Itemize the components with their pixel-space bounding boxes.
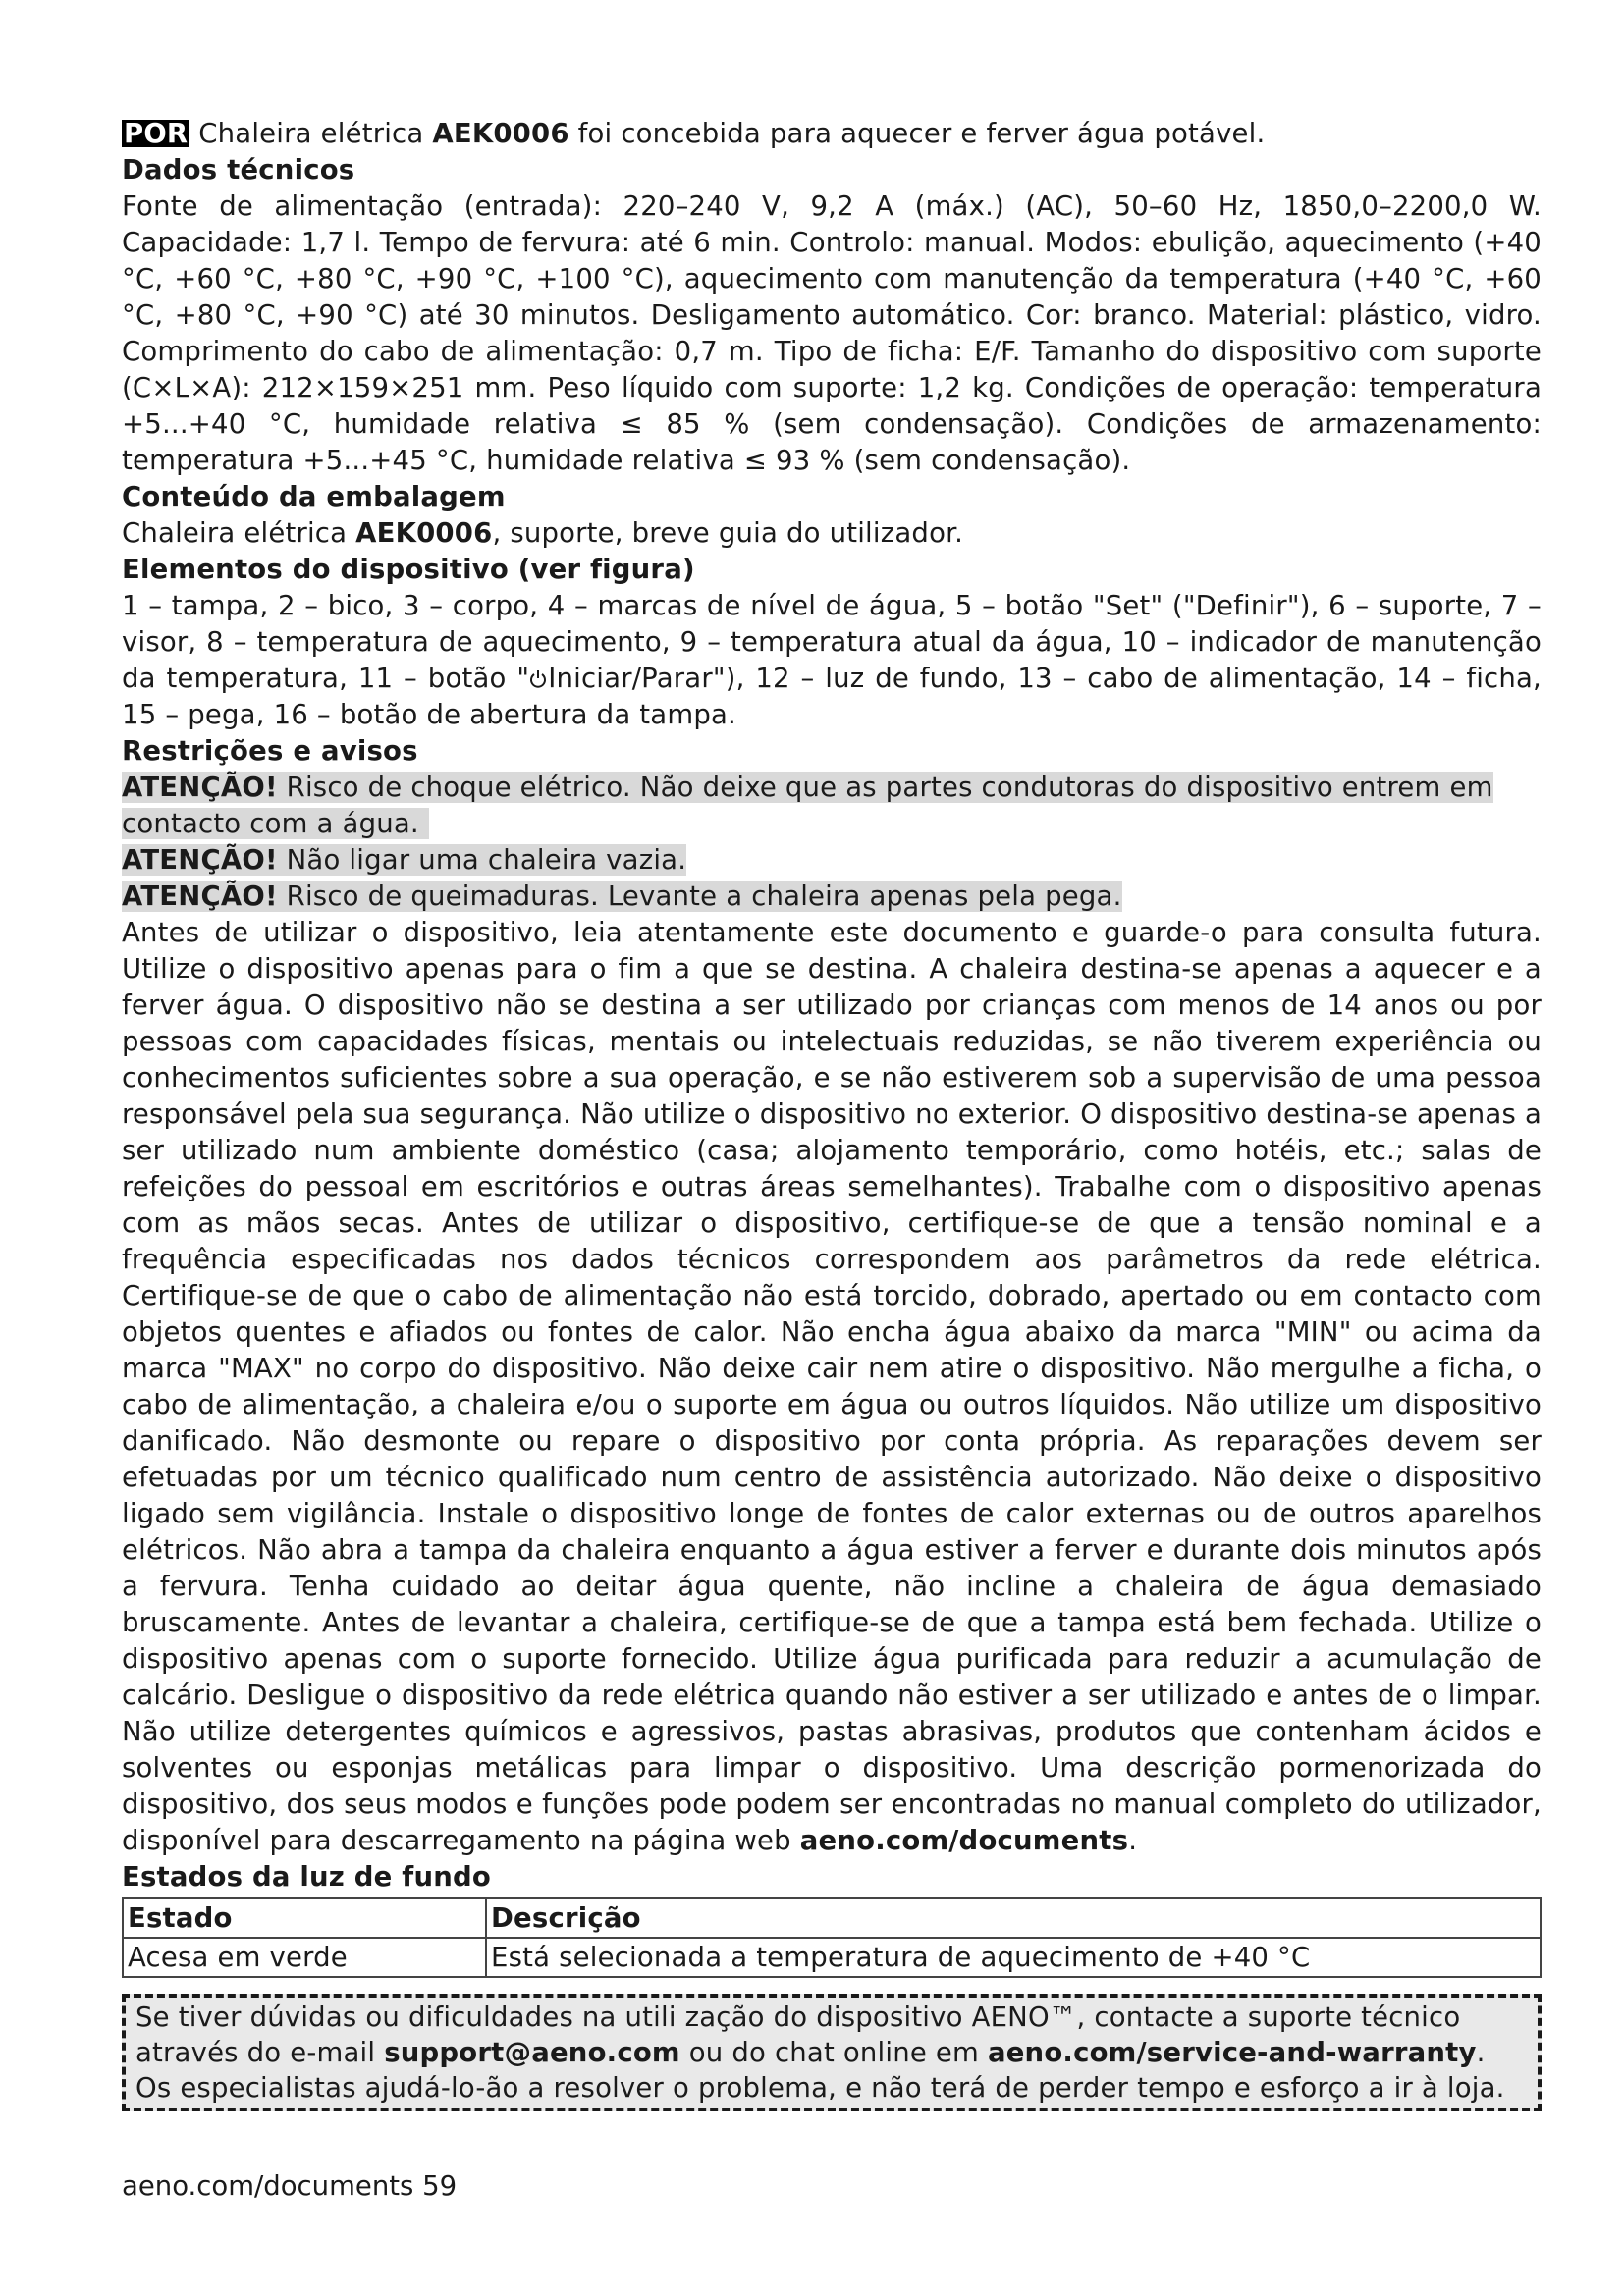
table-header-row: [123, 1898, 1541, 1938]
column-header: Descrição: [486, 1898, 1541, 1938]
documents-link[interactable]: aeno.com/documents: [799, 1825, 1129, 1856]
tech-heading: Dados técnicos: [122, 154, 355, 186]
warning-item: ATENÇÃO! Risco de queimaduras. Levante a chaleira apenas pela pega.: [122, 881, 1122, 912]
column-header: Estado: [123, 1898, 486, 1938]
package-contents: Chaleira elétrica AEK0006, suporte, breve guia do utilizador.: [122, 517, 964, 549]
page-footer: aeno.com/documents 59: [122, 2170, 458, 2202]
backlight-heading: Estados da luz de fundo: [122, 1861, 491, 1893]
elements-list: 1 – tampa, 2 – bico, 3 – corpo, 4 – marcas de nível de água, 5 – botão "Set" ("Definir"), 6 – suporte, 7 – visor, 8 – temperatura de aquecimento, 9 – temperatura atual da água, 10 – indicador de manutenção da temperatura, 11 – botão " Iniciar/Parar"), 12 – luz de fundo, 13 – cabo de alimentação, 14 – ficha, 15 – pega, 16 – botão de abertura da tampa.: [122, 590, 1542, 730]
elements-heading: Elementos do dispositivo (ver figura): [122, 554, 695, 585]
description-cell: Está selecionada a temperatura de aquecimento de +40 °C: [486, 1938, 1541, 1977]
state-cell: Acesa em verde: [123, 1938, 486, 1977]
warning-item: ATENÇÃO! Não ligar uma chaleira vazia.: [122, 844, 687, 876]
warning-item: ATENÇÃO! Risco de choque elétrico. Não deixe que as partes condutoras do dispositivo entrem em contacto com a água.: [122, 772, 1493, 839]
tech-specs: Fonte de alimentação (entrada): 220–240 V, 9,2 A (máx.) (AC), 50–60 Hz, 1850,0–2200,0 W. Capacidade: 1,7 l. Tempo de fervura: até 6 min. Controlo: manual. Modos: ebulição, aquecimento (+40 °C, +60 °C, +80 °C, +90 °C, +100 °C), aquecimento com manutenção da temperatura (+40 °C, +60 °C, +80 °C, +90 °C) até 30 minutos. Desligamento automático. Cor: branco. Material: plástico, vidro. Comprimento do cabo de alimentação: 0,7 m. Tipo de ficha: E/F. Tamanho do dispositivo com suporte (C×L×A): 212×159×251 mm. Peso líquido com suporte: 1,2 kg. Condições de operação: temperatura +5...+40 °C, humidade relativa ≤ 85 % (sem condensação). Condições de armazenamento: temperatura +5...+45 °C, humidade relativa ≤ 93 % (sem condensação).: [122, 190, 1542, 476]
backlight-table: [122, 1897, 1542, 1978]
power-icon: [529, 669, 547, 689]
model-name: AEK0006: [432, 118, 569, 149]
language-badge: POR: [124, 118, 189, 149]
document-body: [122, 116, 1542, 2111]
warnings-heading: Restrições e avisos: [122, 735, 418, 767]
intro-paragraph: POR Chaleira elétrica AEK0006 foi concebida para aquecer e ferver água potável.: [124, 118, 1266, 149]
service-warranty-link[interactable]: aeno.com/service-and-warranty: [987, 2037, 1477, 2068]
support-email-link[interactable]: support@aeno.com: [384, 2037, 680, 2068]
table-row: [123, 1938, 1541, 1977]
package-model: AEK0006: [355, 517, 493, 549]
package-heading: Conteúdo da embalagem: [122, 481, 506, 512]
safety-instructions: Antes de utilizar o dispositivo, leia atentamente este documento e guarde-o para consulta futura. Utilize o dispositivo apenas para o fim a que se destina. A chaleira destina-se apenas a aquecer e a ferver água. O dispositivo não se destina a ser utilizado por crianças com menos de 14 anos ou por pessoas com capacidades físicas, mentais ou intelectuais reduzidas, se não tiverem experiência ou conhecimentos suficientes sobre a sua operação, e se não estiverem sob a supervisão de uma pessoa responsável pela sua segurança. Não utilize o dispositivo no exterior. O dispositivo destina-se apenas a ser utilizado num ambiente doméstico (casa; alojamento temporário, como hotéis, etc.; salas de refeições do pessoal em escritórios e outras áreas semelhantes). Trabalhe com o dispositivo apenas com as mãos secas. Antes de utilizar o dispositivo, certifique-se de que a tensão nominal e a frequência especificadas nos dados técnicos correspondem aos parâmetros da rede elétrica. Certifique-se de que o cabo de alimentação não está torcido, dobrado, apertado ou em contacto com objetos quentes e afiados ou fontes de calor. Não encha água abaixo da marca "MIN" ou acima da marca "MAX" no corpo do dispositivo. Não deixe cair nem atire o dispositivo. Não mergulhe a ficha, o cabo de alimentação, a chaleira e/ou o suporte em água ou outros líquidos. Não utilize um dispositivo danificado. Não desmonte ou repare o dispositivo por conta própria. As reparações devem ser efetuadas por um técnico qualificado num centro de assistência autorizado. Não deixe o dispositivo ligado sem vigilância. Instale o dispositivo longe de fontes de calor externas ou de outros aparelhos elétricos. Não abra a tampa da chaleira enquanto a água estiver a ferver e durante dois minutos após a fervura. Tenha cuidado ao deitar água quente, não incline a chaleira de água demasiado bruscamente. Antes de levantar a chaleira, certifique-se de que a tampa está bem fechada. Utilize o dispositivo apenas com o suporte fornecido. Utilize água purificada para reduzir a acumulação de calcário. Desligue o dispositivo da rede elétrica quando não estiver a ser utilizado e antes de o limpar. Não utilize detergentes químicos e agressivos, pastas abrasivas, produtos que contenham ácidos e solventes ou esponjas metálicas para limpar o dispositivo. Uma descrição pormenorizada do dispositivo, dos seus modos e funções pode podem ser encontradas no manual completo do utilizador, disponível para descarregamento na página web aeno.com/documents.: [122, 917, 1542, 1856]
support-box: Se tiver dúvidas ou dificuldades na utili zação do dispositivo AENO™, contacte a suporte técnico através do e-mail support@aeno.com ou do chat online em aeno.com/service-and-warranty. Os especialistas ajudá-lo-ão a resolver o problema, e não terá de perder tempo e esforço a ir à loja.: [122, 1994, 1542, 2111]
